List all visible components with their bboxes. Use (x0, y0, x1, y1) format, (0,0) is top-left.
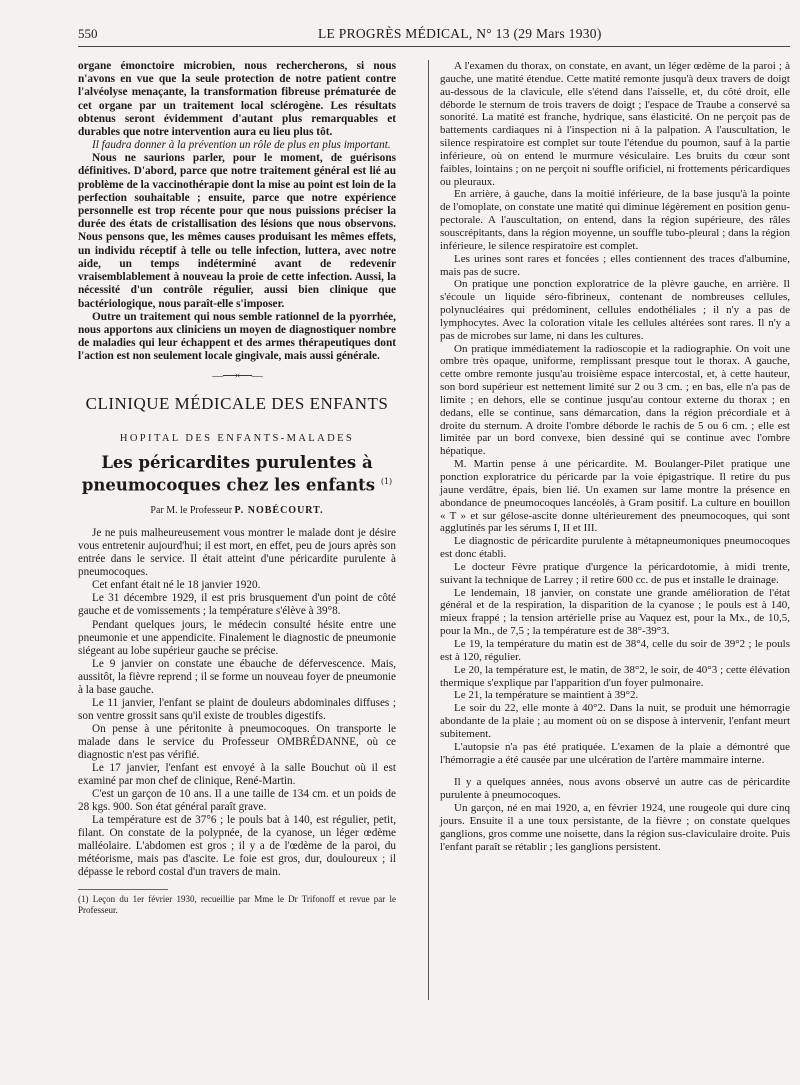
article-title-text: Les péricardites purulentes à pneumocoques chez les enfants (81, 452, 376, 495)
body-paragraph: Je ne puis malheureusement vous montrer le malade dont je désire vous entretenir aujourd'hui; il est mort, en effet, peu de jours après son entrée dans le service. Il était atteint d'une péricardite purulente à pneumocoques. (78, 527, 396, 579)
running-title: LE PROGRÈS MÉDICAL, N° 13 (29 Mars 1930) (318, 26, 602, 41)
body-paragraph: On pratique immédiatement la radioscopie et la radiographie. On voit une ombre très opaque, uniforme, remplissant presque tout le thorax. A gauche, cette ombre remonte jusqu'au troisième espace intercostal, et, à cette hauteur, son bord supérieur est nettement limité sur 2 ou 3 cm. ; en bas, elle n'a pas de limite ; en dehors, elle se continue jusqu'au contour externe du thorax ; en dedans, elle se continue, sans démarcation, dans la région précordiale et à droite du sternum. A droite l'ombre déborde le rachis de 5 ou 6 cm. ; elle est limitée par un bord convexe, bien dessiné qui se continue avec l'ombre hépatique. (440, 342, 790, 458)
italic-line: Il faudra donner à la prévention un rôle de plus en plus important. (92, 139, 391, 152)
body-paragraph: A l'examen du thorax, on constate, en avant, un léger œdème de la paroi ; à gauche, une matité étendue. Cette matité remonte jusqu'à deux travers de doigt au-dessous de la clavicule, elle s'étend dans l'aisselle, et, du côté droit, elle déborde le sternum de trois travers de doigt ; l'espace de Traube a conservé sa sonorité. La matité est franche, hydrique, sans élasticité. On ne perçoit pas de battements cardiaques ni à l'inspection ni à la palpation. A l'auscultation, le silence respiratoire est complet sur toute l'étendue du poumon, sauf à la partie inférieure, où on entend le murmure vésiculaire. Les bruits du cœur sont faibles, lointains ; on ne perçoit ni souffle orificiel, ni frottements péricardiques ou pleuraux. (440, 60, 790, 188)
body-paragraph: M. Martin pense à une péricardite. M. Boulanger-Pilet pratique une ponction exploratrice du péricarde par la voie épigastrique. Il retire du pus jaune verdâtre, épais, bien lié. Un examen sur lame montre la présence en abondance de pneumocoques lancéolés, à Gram positif. La culture en bouillon « T » et sur gélose-ascite donne ultérieurement des pneumocoques, qui sont agglutinés par les sérums I, II et III. (440, 458, 790, 535)
body-paragraph: C'est un garçon de 10 ans. Il a une taille de 134 cm. et un poids de 28 kgs. 900. Son état général paraît grave. (78, 788, 396, 814)
article-title (78, 453, 396, 495)
body-paragraph: Il y a quelques années, nous avons observé un autre cas de péricardite purulente à pneumocoques. (440, 776, 790, 802)
body-paragraph: Le 31 décembre 1929, il est pris brusquement d'un point de côté gauche et de vomissements ; la température s'élève à 39°8. (78, 592, 396, 618)
body-paragraph: Le 20, la température est, le matin, de 38°2, le soir, de 40°3 ; cette élévation thermique s'explique par l'apparition d'un foyer pulmonaire. (440, 663, 790, 689)
body-paragraph: Le 9 janvier on constate une ébauche de défervescence. Mais, aussitôt, la fièvre reprend ; il se forme un nouveau foyer de pneumonie à la base gauche. (78, 657, 396, 696)
byline (78, 504, 396, 517)
page-number: 550 (78, 26, 98, 41)
footnote-rule (78, 889, 168, 890)
body-paragraph: Les urines sont rares et foncées ; elles contiennent des traces d'albumine, mais pas de sucre. (440, 252, 790, 278)
column-divider (428, 60, 429, 1000)
body-paragraph: Le 19, la température du matin est de 38°4, celle du soir de 39°2 ; le pouls est à 120, régulier. (440, 637, 790, 663)
body-paragraph: Le docteur Fèvre pratique d'urgence la péricardotomie, à midi trente, suivant la technique de Larrey ; il retire 600 cc. de pus et installe le drainage. (440, 560, 790, 586)
body-paragraph: L'autopsie n'a pas été pratiquée. L'examen de la plaie a démontré que l'hémorragie a été causée par une ulcération de l'artère mammaire interne. (440, 740, 790, 766)
body-paragraph: Un garçon, né en mai 1920, a, en février 1924, une rougeole qui dure cinq jours. Ensuite il a une toux persistante, de la fièvre ; on constate quelques ganglions, gros comme une noisette, dans la région sus-claviculaire droite. Puis l'enfant paraît se rétablir ; les ganglions persistent. (440, 802, 790, 853)
body-paragraph: Le 17 janvier, l'enfant est envoyé à la salle Bouchut où il est examiné par mon chef de clinique, René-Martin. (78, 762, 396, 788)
footnote-marker: (1) (380, 476, 393, 486)
body-paragraph: Le diagnostic de péricardite purulente à métapneumoniques pneumocoques est donc établi. (440, 535, 790, 561)
body-paragraph: On pratique une ponction exploratrice de la plèvre gauche, en arrière. Il s'écoule un liquide séro-fibrineux, contenant de nombreuses cellules, polynucléaires qui prédominent, cellules endothéliales ; il n'y a pas de lymphocytes. Avec la coloration vitale les cellules altérées sont rares. Il n'y a pas de microbes sur lame, ni dans les cultures. (440, 278, 790, 342)
left-column (78, 60, 396, 915)
body-paragraph: La température est de 37°6 ; le pouls bat à 140, est régulier, petit, filant. On constate de la polypnée, de la cyanose, un léger œdème malléolaire. L'abdomen est gros ; il y a de l'œdème de la paroi, du météorisme, mais pas d'ascite. Le foie est gros, dur, douloureux ; il dépasse le rebord costal d'un travers de main. (78, 814, 396, 879)
paragraph-spacer (440, 766, 790, 776)
footnote: (1) Leçon du 1er février 1930, recueillie par Mme le Dr Trifonoff et revue par le Professeur. (78, 894, 396, 915)
body-paragraph: En arrière, à gauche, dans la moitié inférieure, de la base jusqu'à la pointe de l'omoplate, on constate une matité qui diminue légèrement en position genu-pectorale. A l'auscultation, on entend, dans la région supérieure, des râles souscrépitants, dans la région moyenne, un souffle tubo-pleural ; dans la région inférieure, le silence respiratoire est complet. (440, 188, 790, 252)
intro-paragraph: organe émonctoire microbien, nous rechercherons, si nous n'avons en vue que la seule protection de notre patient contre l'alvéolyse menaçante, la transformation fibreuse prématurée de cet organe par un traitement local sclérogène. Les résultats obtenus seront évidemment d'autant plus remarquables et durables que notre intervention aura eu lieu plus tôt. (78, 60, 396, 139)
conclusion-paragraph-1: Nous ne saurions parler, pour le moment, de guérisons définitives. D'abord, parce que notre traitement général est lié au problème de la vaccinothérapie dont la mise au point est loin de la perfection souhaitable ; ensuite, parce que notre expérience personnelle est trop récente pour que nous puissions préciser la durée des états de cristallisation des lésions que nous observons. Nous pensons que, les mêmes causes produisant les mêmes effets, un individu réceptif à telle ou telle infection, luttera, avec notre aide, un temps indéterminé avant de redevenir vraisemblablement à nouveau la proie de cette infection. Aussi, la nécessité d'un contrôle régulier, aussi bien clinique que bactériologique, nous paraît-elle s'imposer. (78, 152, 396, 310)
byline-prefix: Par M. le Professeur (150, 505, 233, 517)
body-paragraph: Le soir du 22, elle monte à 40°2. Dans la nuit, se produit une hémorragie abondante de la plaie ; au moment où on se dispose à intervenir, l'enfant meurt subitement. (440, 702, 790, 740)
body-paragraph: Le lendemain, 18 janvier, on constate une grande amélioration de l'état général et de la respiration, la disparition de la cyanose ; le pouls est à 140, mieux frappé ; la tension artérielle prise au Vaquez est, pour la Mx., de 10,5, pour la Mn., de 7,5 ; la température est de 38°-39°3. (440, 586, 790, 638)
hospital-name: HOPITAL DES ENFANTS-MALADES (119, 432, 355, 444)
body-paragraph: Cet enfant était né le 18 janvier 1920. (92, 579, 261, 592)
body-paragraph: On pense à une péritonite à pneumocoques. On transporte le malade dans le service du Professeur OMBRÉDANNE, où ce diagnostic n'est pas vérifié. (78, 722, 396, 761)
ornament-separator: —⟶⟵— (212, 369, 262, 382)
right-column (440, 60, 790, 853)
body-paragraph: Pendant quelques jours, le médecin consulté hésite entre une pneumonie et une appendicite. Finalement le diagnostic de pneumonie siégeant au lobe supérieur gauche se précise. (78, 618, 396, 657)
running-header (78, 26, 790, 44)
conclusion-paragraph-2: Outre un traitement qui nous semble rationnel de la pyorrhée, nous apportons aux cliniciens un moyen de diagnostiquer nombre de maladies qui leur échappent et des armes thérapeutiques dont l'action est non seulement locale gingivale, mais aussi générale. (78, 310, 396, 363)
body-paragraph: Le 11 janvier, l'enfant se plaint de douleurs abdominales diffuses ; son ventre grossit sans qu'il existe de troubles digestifs. (78, 696, 396, 722)
byline-author: P. NOBÉCOURT. (234, 505, 324, 517)
header-rule (78, 46, 790, 47)
section-title: CLINIQUE MÉDICALE DES ENFANTS (85, 393, 389, 413)
body-paragraph: Le 21, la température se maintient à 39°2. (454, 689, 639, 702)
